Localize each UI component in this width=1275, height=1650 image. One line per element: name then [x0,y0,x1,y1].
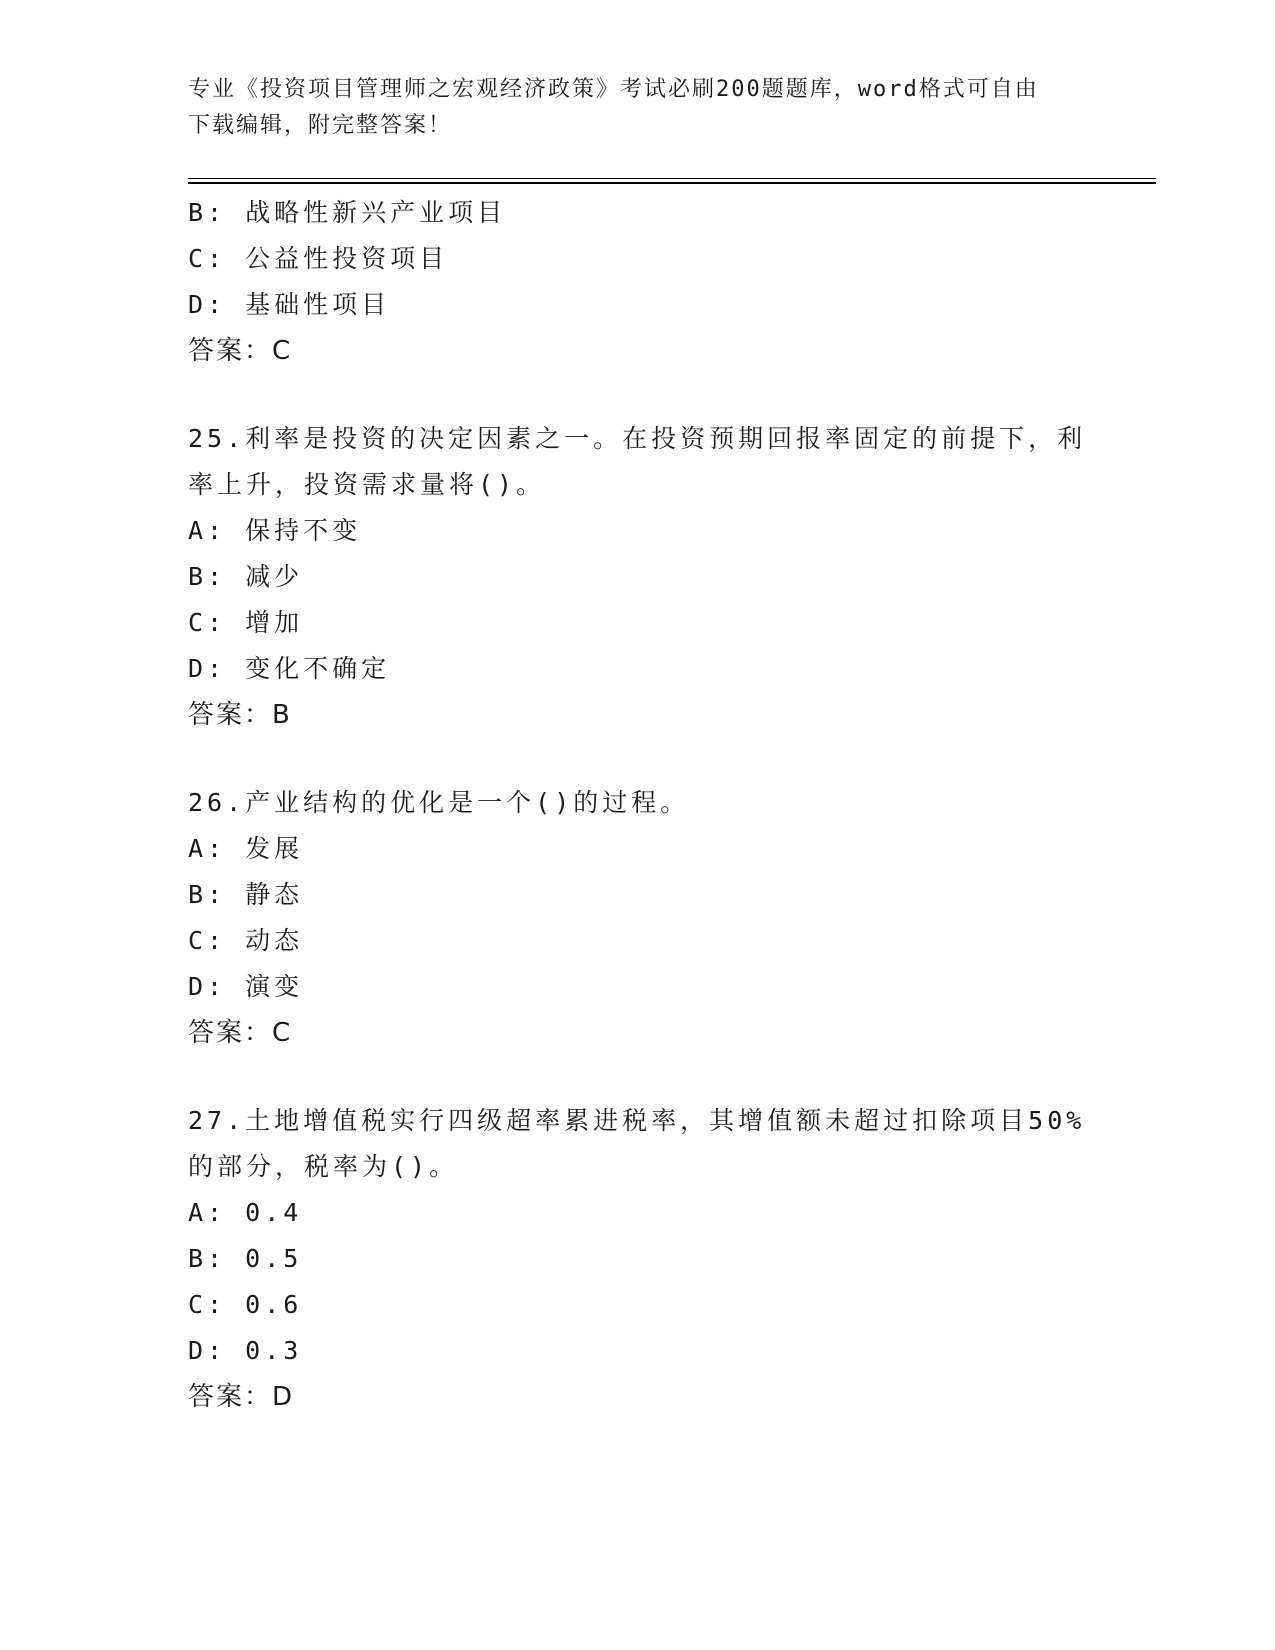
question-stem-line: 26.产业结构的优化是一个()的过程。 [188,788,690,817]
answer-line: 答案：B [188,700,292,730]
question-25 [188,416,1088,738]
question-26 [188,780,1088,1056]
option-a: A: 保持不变 [188,516,362,545]
option-d: D: 基础性项目 [188,290,391,319]
option-b: B: 战略性新兴产业项目 [188,198,507,227]
spacer [188,738,1088,780]
option-a: A: 发展 [188,834,304,863]
answer-line: 答案：C [188,336,293,366]
option-c: C: 增加 [188,608,304,637]
option-c: C: 动态 [188,926,304,955]
spacer [188,374,1088,416]
answer-line: 答案：D [188,1382,295,1412]
answer-line: 答案：C [188,1018,293,1048]
header-divider-thin [188,178,1156,179]
question-27 [188,1098,1088,1420]
question-stem-line: 率上升，投资需求量将()。 [188,470,546,499]
option-b: B: 减少 [188,562,304,591]
question-24-partial [188,190,1088,374]
option-a: A: 0.4 [188,1198,303,1227]
question-stem-line: 的部分，税率为()。 [188,1152,459,1181]
header-divider-thick [188,182,1156,184]
option-b: B: 静态 [188,880,304,909]
option-d: D: 变化不确定 [188,654,391,683]
option-c: C: 公益性投资项目 [188,244,449,273]
option-d: D: 演变 [188,972,304,1001]
option-c: C: 0.6 [188,1290,303,1319]
question-list [188,190,1088,1420]
option-d: D: 0.3 [188,1336,303,1365]
question-stem-line: 27.土地增值税实行四级超率累进税率，其增值额未超过扣除项目50% [188,1106,1086,1135]
question-stem-line: 25.利率是投资的决定因素之一。在投资预期回报率固定的前提下，利 [188,424,1087,453]
header-line-1: 专业《投资项目管理师之宏观经济政策》考试必刷200题题库，word格式可自由 [188,77,1039,102]
spacer [188,1056,1088,1098]
document-header [188,72,1088,144]
header-line-2: 下载编辑，附完整答案！ [188,113,453,138]
option-b: B: 0.5 [188,1244,303,1273]
